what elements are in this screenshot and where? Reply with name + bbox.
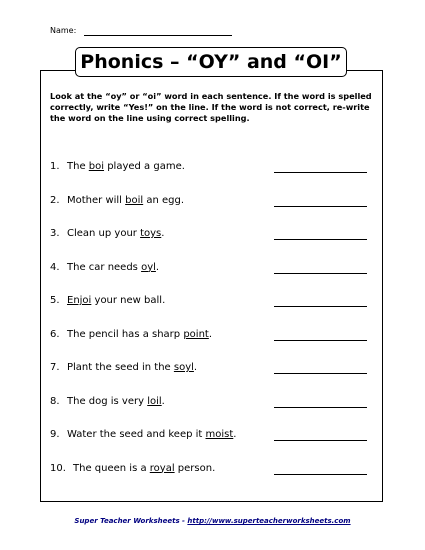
instructions: Look at the “oy” or “oi” word in each sentence. If the word is spelled correctly, write “Yes!” on the line. If the word is not correct, re-write the word on the line using correct spelling.: [50, 91, 372, 124]
name-line[interactable]: [84, 35, 232, 36]
footer-link[interactable]: http://www.superteacherworksheets.com: [187, 517, 351, 525]
question-item: [50, 426, 370, 444]
answer-line[interactable]: [274, 273, 367, 274]
target-word: loil: [147, 395, 162, 407]
question-number: 6.: [50, 328, 60, 340]
target-word: Enjoi: [67, 295, 92, 306]
question-number: 7.: [50, 362, 60, 373]
target-word: boil: [125, 194, 144, 206]
question-number: 10.: [50, 462, 66, 474]
question-item: [50, 158, 370, 176]
question-sentence: Plant the seed in the soyl.: [67, 362, 198, 373]
target-word: point: [183, 328, 209, 340]
question-sentence: Water the seed and keep it moist.: [67, 429, 237, 440]
question-sentence: The dog is very loil.: [67, 395, 165, 407]
question-sentence: The pencil has a sharp point.: [67, 328, 213, 340]
answer-line[interactable]: [274, 206, 367, 207]
target-word: boi: [88, 161, 105, 172]
question-item: [50, 225, 370, 243]
answer-line[interactable]: [274, 373, 367, 374]
question-number: 2.: [50, 194, 60, 206]
footer-brand: Super Teacher Worksheets: [74, 517, 180, 525]
question-number: 3.: [50, 228, 60, 239]
question-number: 8.: [50, 395, 60, 407]
question-number: 5.: [50, 295, 60, 306]
question-item: [50, 460, 370, 478]
question-number: 4.: [50, 261, 60, 273]
question-item: [50, 359, 370, 377]
answer-line[interactable]: [274, 306, 367, 307]
footer: [0, 517, 425, 525]
question-sentence: The queen is a royal person.: [73, 462, 216, 474]
target-word: oyl: [141, 261, 156, 273]
target-word: soyl: [173, 362, 194, 373]
target-word: royal: [149, 462, 175, 474]
name-label: Name:: [50, 26, 77, 35]
question-item: [50, 326, 370, 344]
page-title: Phonics – “OY” and “OI”: [75, 47, 347, 77]
answer-line[interactable]: [274, 172, 367, 173]
footer-separator: -: [182, 517, 185, 525]
answer-line[interactable]: [274, 239, 367, 240]
question-item: [50, 259, 370, 277]
question-item: [50, 192, 370, 210]
question-sentence: The car needs oyl.: [67, 261, 160, 273]
question-item: [50, 393, 370, 411]
question-number: 9.: [50, 429, 60, 440]
answer-line[interactable]: [274, 474, 367, 475]
question-sentence: Mother will boil an egg.: [67, 194, 185, 206]
answer-line[interactable]: [274, 340, 367, 341]
answer-line[interactable]: [274, 440, 367, 441]
target-word: toys: [140, 228, 162, 239]
question-number: 1.: [50, 161, 60, 172]
question-sentence: Clean up your toys.: [67, 228, 165, 239]
answer-line[interactable]: [274, 407, 367, 408]
target-word: moist: [205, 429, 234, 440]
question-sentence: Enjoi your new ball.: [67, 295, 166, 306]
question-sentence: The boi played a game.: [67, 161, 185, 172]
question-item: [50, 292, 370, 310]
